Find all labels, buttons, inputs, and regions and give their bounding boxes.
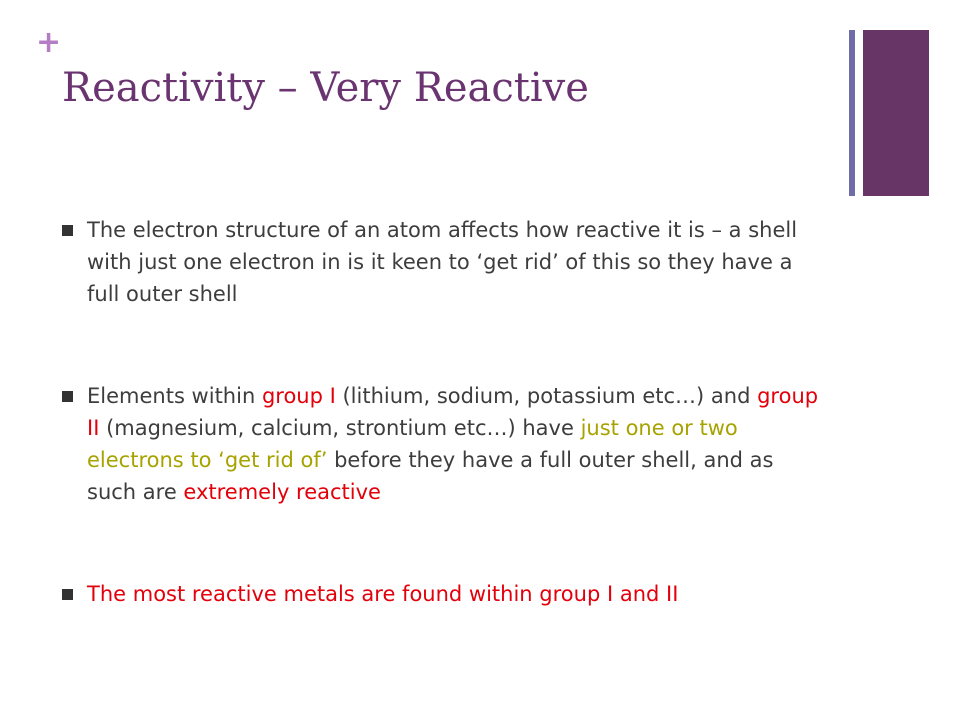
bullet-list bbox=[62, 214, 822, 610]
bullet-item bbox=[62, 578, 822, 610]
text-segment: Elements within bbox=[87, 384, 262, 408]
highlighted-text-segment: group II bbox=[87, 384, 819, 440]
highlighted-text-segment: The most reactive metals are found within group I and II bbox=[87, 582, 679, 606]
plus-icon: + bbox=[36, 25, 62, 60]
slide-title: Reactivity – Very Reactive bbox=[62, 65, 589, 111]
bullet-text bbox=[87, 582, 678, 606]
text-segment: (lithium, sodium, potassium etc…) and bbox=[335, 384, 758, 408]
decorative-bar-thin bbox=[849, 30, 855, 196]
bullet-text bbox=[87, 218, 797, 306]
text-segment: before they have a full outer shell, and as such are bbox=[87, 448, 774, 504]
bullet-item bbox=[62, 214, 822, 310]
square-bullet-icon bbox=[62, 225, 73, 236]
bullet-text bbox=[87, 384, 818, 504]
text-segment: (magnesium, calcium, strontium etc…) have bbox=[99, 416, 581, 440]
text-segment: The electron structure of an atom affects how reactive it is – a shell with just one electron in is it keen to ‘get rid’ of this so they have a full outer shell bbox=[87, 218, 798, 306]
highlighted-text-segment: extremely reactive bbox=[183, 480, 381, 504]
bullet-item bbox=[62, 380, 822, 508]
square-bullet-icon bbox=[62, 391, 73, 402]
decorative-bar-thick bbox=[863, 30, 929, 196]
highlighted-text-segment: group I bbox=[261, 384, 336, 408]
square-bullet-icon bbox=[62, 589, 73, 600]
highlighted-text-segment: just one or two electrons to ‘get rid of’ bbox=[87, 416, 738, 472]
